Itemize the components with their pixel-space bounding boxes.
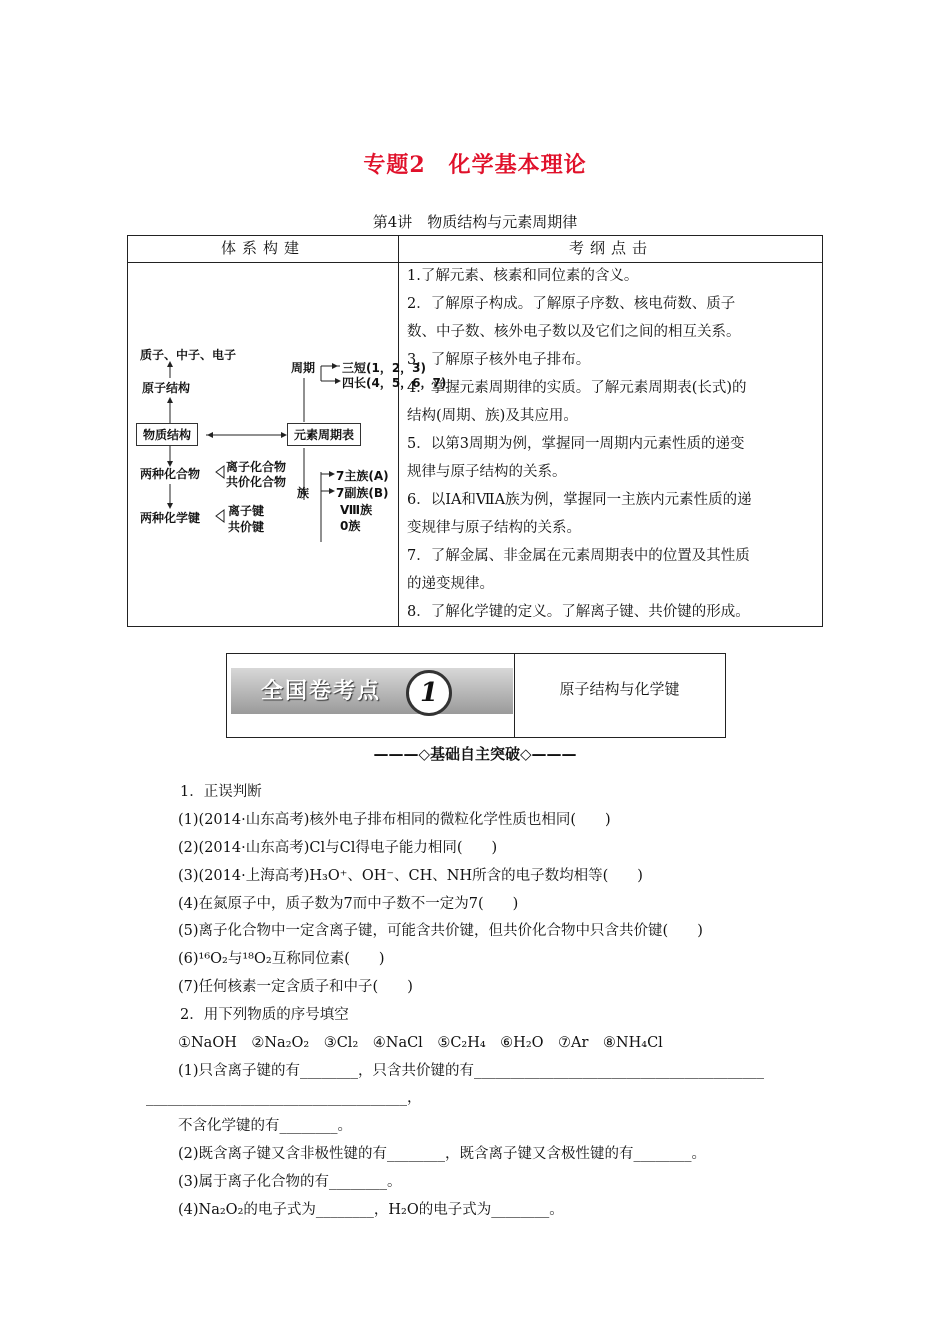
- diagram-group: 族: [297, 486, 310, 500]
- diagram-group0: 0族: [340, 519, 361, 533]
- diagram-compounds-label: 两种化合物: [140, 467, 201, 481]
- question-line: (2)既含离子键又含非极性键的有________，既含离子键又含极性键的有________。: [178, 1146, 707, 1162]
- col-header-outline: 考纲点击: [568, 239, 653, 257]
- section-title: ———◇基础自主突破◇———: [373, 745, 577, 763]
- outline-point: 结构(周期、族)及其应用。: [407, 408, 578, 424]
- outline-point: 变规律与原子结构的关系。: [407, 520, 581, 536]
- diagram-long-period: 四长(4，5，6，7): [342, 376, 447, 390]
- question-line: (4)在氮原子中，质子数为7而中子数不一定为7( ): [178, 896, 519, 912]
- banner-number: 1: [406, 670, 452, 716]
- outline-point: 8．了解化学键的定义。了解离子键、共价键的形成。: [407, 604, 750, 620]
- question-line: (6)¹⁶O₂与¹⁸O₂互称同位素( ): [178, 951, 385, 967]
- banner-label-bar: [231, 668, 513, 714]
- diagram-ionic-compound: 离子化合物: [226, 460, 287, 474]
- question-line: (4)Na₂O₂的电子式为________，H₂O的电子式为________。: [178, 1202, 564, 1218]
- outline-point: 的递变规律。: [407, 576, 494, 592]
- question-line: 不含化学键的有________。: [178, 1118, 352, 1134]
- diagram-covalent-bond: 共价键: [228, 520, 265, 534]
- question-line: (3)(2014·上海高考)H₃O⁺、OH⁻、CH、NH所含的电子数均相等( ): [178, 868, 643, 884]
- diagram-particles: 质子、中子、电子: [140, 348, 237, 362]
- question-line: 2．用下列物质的序号填空: [180, 1007, 349, 1023]
- diagram-main-group: 7主族(A): [336, 469, 389, 483]
- diagram-period: 周期: [291, 361, 316, 375]
- overview-table: [127, 235, 823, 627]
- question-line: (2)(2014·山东高考)Cl与Cl得电子能力相同( ): [178, 840, 498, 856]
- outline-point: 3．了解原子核外电子排布。: [407, 352, 591, 368]
- outline-point: 1.了解元素、核素和同位素的含义。: [407, 268, 639, 284]
- question-line: (1)只含离子键的有________，只含共价键的有________________________________________: [178, 1063, 765, 1079]
- diagram-short-period: 三短(1，2，3): [342, 361, 427, 375]
- diagram-ionic-bond: 离子键: [228, 504, 265, 518]
- col-header-system: 体系构建: [220, 239, 305, 257]
- outline-point: 6．以ⅠA和ⅦA族为例，掌握同一主族内元素性质的递: [407, 492, 752, 508]
- outline-point: 数、中子数、核外电子数以及它们之间的相互关系。: [407, 324, 741, 340]
- outline-point: 2．了解原子构成。了解原子序数、核电荷数、质子: [407, 296, 736, 312]
- question-line: (5)离子化合物中一定含离子键，可能含共价键，但共价化合物中只含共价键( ): [178, 923, 703, 939]
- question-line: (3)属于离子化合物的有________。: [178, 1174, 402, 1190]
- diagram-bonds-label: 两种化学键: [140, 511, 201, 525]
- diagram-covalent-compound: 共价化合物: [226, 475, 287, 489]
- exam-point-banner: [226, 653, 726, 738]
- diagram-periodic-table: 元素周期表: [287, 423, 361, 446]
- question-line: ①NaOH ②Na₂O₂ ③Cl₂ ④NaCl ⑤C₂H₄ ⑥H₂O ⑦Ar ⑧NH₄Cl: [178, 1035, 663, 1051]
- diagram-matter-structure: 物质结构: [136, 423, 198, 446]
- diagram-sub-group: 7副族(B): [336, 486, 389, 500]
- lecture-subtitle: 第4讲 物质结构与元素周期律: [372, 213, 578, 231]
- table-column-divider: [398, 236, 399, 626]
- outline-point: 5．以第3周期为例，掌握同一周期内元素性质的递变: [407, 436, 745, 452]
- concept-diagram: [128, 262, 447, 626]
- outline-point: 规律与原子结构的关系。: [407, 464, 567, 480]
- banner-label: 全国卷考点: [261, 679, 382, 704]
- outline-point: 4．掌握元素周期律的实质。了解元素周期表(长式)的: [407, 380, 747, 396]
- question-line: 1．正误判断: [180, 784, 262, 800]
- question-line: (7)任何核素一定含质子和中子( ): [178, 979, 413, 995]
- page-title: 专题2 化学基本理论: [363, 152, 587, 178]
- outline-point: 7．了解金属、非金属在元素周期表中的位置及其性质: [407, 548, 750, 564]
- diagram-group8: Ⅷ族: [340, 503, 373, 517]
- banner-topic: 原子结构与化学键: [559, 680, 680, 698]
- question-line: ____________________________________，: [146, 1090, 422, 1106]
- question-line: (1)(2014·山东高考)核外电子排布相同的微粒化学性质也相同( ): [178, 812, 611, 828]
- diagram-atom-structure: 原子结构: [142, 381, 191, 395]
